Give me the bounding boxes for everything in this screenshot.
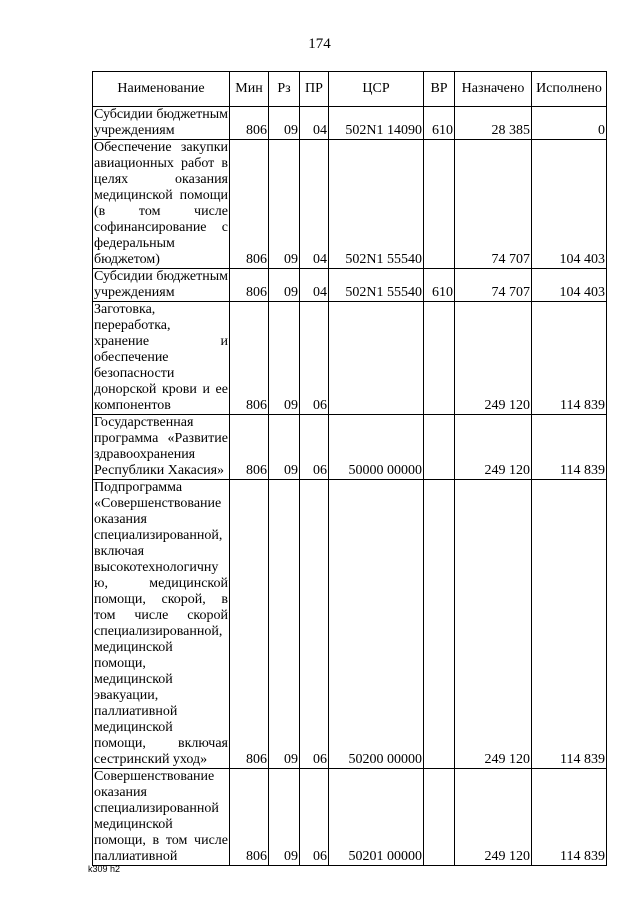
row-vr: [424, 140, 455, 269]
row-vr: 610: [424, 107, 455, 140]
row-csr: 502N1 55540: [329, 140, 424, 269]
row-pr: 06: [300, 480, 329, 769]
header-rz: Рз: [269, 72, 300, 107]
row-name: Совершенствование оказания специализированной медицинской помощи, в том числе паллиативной: [94, 769, 228, 864]
row-rz: 09: [269, 302, 300, 415]
row-name: Государственная программа «Развитие здравоохранения Республики Хакасия»: [94, 415, 228, 478]
table-row: [93, 302, 607, 415]
table-row: [93, 107, 607, 140]
row-csr: 502N1 55540: [329, 269, 424, 302]
row-assigned: 74 707: [455, 269, 532, 302]
budget-table: [92, 71, 607, 866]
page-number: 174: [308, 36, 331, 52]
row-executed: 114 839: [532, 769, 607, 866]
row-assigned: 249 120: [455, 302, 532, 415]
row-vr: [424, 302, 455, 415]
table-row: [93, 415, 607, 480]
row-executed: 114 839: [532, 302, 607, 415]
table-row: [93, 769, 607, 866]
row-csr: 50200 00000: [329, 480, 424, 769]
row-min: 806: [230, 480, 269, 769]
row-name: Субсидии бюджетным учреждениям: [94, 269, 228, 300]
row-vr: 610: [424, 269, 455, 302]
row-pr: 04: [300, 140, 329, 269]
row-pr: 06: [300, 415, 329, 480]
row-min: 806: [230, 107, 269, 140]
header-min: Мин: [230, 72, 269, 107]
row-assigned: 249 120: [455, 480, 532, 769]
row-executed: 104 403: [532, 140, 607, 269]
row-executed: 114 839: [532, 480, 607, 769]
table-header-row: [93, 72, 607, 107]
table-row: [93, 480, 607, 769]
row-min: 806: [230, 415, 269, 480]
row-executed: 104 403: [532, 269, 607, 302]
header-vr: ВР: [424, 72, 455, 107]
row-pr: 04: [300, 107, 329, 140]
row-csr: [329, 302, 424, 415]
row-assigned: 249 120: [455, 769, 532, 866]
row-rz: 09: [269, 107, 300, 140]
footer-code: k309 h2: [88, 864, 121, 874]
row-pr: 04: [300, 269, 329, 302]
row-vr: [424, 415, 455, 480]
header-csr: ЦСР: [329, 72, 424, 107]
row-name: Заготовка, переработка, хранение и обеспечение безопасности донорской крови и ее компонентов: [94, 302, 228, 413]
row-rz: 09: [269, 769, 300, 866]
row-rz: 09: [269, 415, 300, 480]
header-executed: Исполнено: [532, 72, 607, 107]
row-executed: 0: [532, 107, 607, 140]
row-rz: 09: [269, 269, 300, 302]
table-row: [93, 140, 607, 269]
table-row: [93, 269, 607, 302]
header-name: Наименование: [93, 72, 230, 107]
row-rz: 09: [269, 480, 300, 769]
row-pr: 06: [300, 302, 329, 415]
row-min: 806: [230, 140, 269, 269]
row-csr: 502N1 14090: [329, 107, 424, 140]
header-assigned: Назначено: [455, 72, 532, 107]
row-vr: [424, 769, 455, 866]
row-csr: 50201 00000: [329, 769, 424, 866]
row-min: 806: [230, 769, 269, 866]
row-executed: 114 839: [532, 415, 607, 480]
row-assigned: 28 385: [455, 107, 532, 140]
row-name: Подпрограмма «Совершенствование оказания специализированной, включая высокотехнологичную, медицинской помощи, скорой, в том числе скорой специализированной, медицинской помощи, медицинской эвакуации, паллиативной медицинской помощи, включая сестринский уход»: [94, 480, 228, 767]
row-name: Обеспечение закупки авиационных работ в целях оказания медицинской помощи (в том числе софинансирование с федеральным бюджетом): [94, 140, 228, 267]
row-min: 806: [230, 269, 269, 302]
row-assigned: 74 707: [455, 140, 532, 269]
row-rz: 09: [269, 140, 300, 269]
row-pr: 06: [300, 769, 329, 866]
row-vr: [424, 480, 455, 769]
row-csr: 50000 00000: [329, 415, 424, 480]
row-name: Субсидии бюджетным учреждениям: [94, 107, 228, 138]
header-pr: ПР: [300, 72, 329, 107]
row-assigned: 249 120: [455, 415, 532, 480]
row-min: 806: [230, 302, 269, 415]
